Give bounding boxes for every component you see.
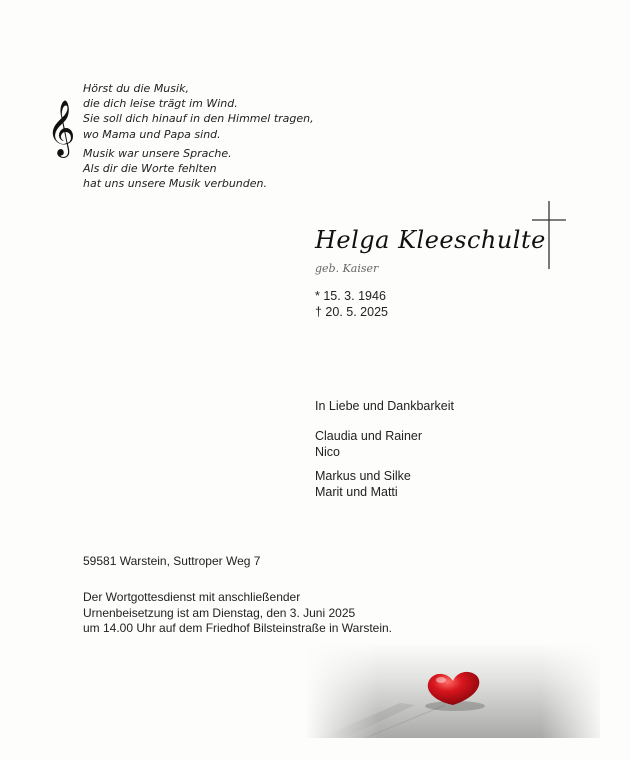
poem-line: Hörst du die Musik,	[83, 82, 189, 95]
address: 59581 Warstein, Suttroper Weg 7	[83, 554, 261, 568]
poem-line: Sie soll dich hinauf in den Himmel tragen,	[83, 112, 314, 126]
life-dates	[315, 288, 388, 320]
poem-line: die dich leise trägt im Wind.	[83, 97, 238, 111]
family-intro: In Liebe und Dankbarkeit	[315, 399, 454, 413]
poem-stanza-2	[83, 146, 343, 192]
heart-photo	[305, 643, 600, 738]
service-line: Der Wortgottesdienst mit anschließender	[83, 590, 301, 604]
family-group-1	[315, 428, 454, 460]
poem-line: hat uns unsere Musik verbunden.	[83, 177, 267, 191]
treble-clef-icon: 𝄞	[47, 100, 76, 156]
family-member: Claudia und Rainer	[315, 429, 423, 443]
deceased-name: Helga Kleeschulte	[315, 226, 546, 254]
birth-date: * 15. 3. 1946	[315, 289, 386, 303]
service-line: Urnenbeisetzung ist am Dienstag, den 3. Juni 2025	[83, 605, 356, 620]
cross-icon	[532, 201, 566, 269]
family-member: Marit und Matti	[315, 485, 398, 499]
maiden-name: geb. Kaiser	[315, 262, 379, 275]
poem-stanza-1	[83, 81, 343, 142]
death-date: † 20. 5. 2025	[315, 305, 388, 319]
poem-line: Als dir die Worte fehlten	[83, 162, 217, 176]
family-member: Nico	[315, 445, 341, 459]
service-info	[83, 590, 392, 637]
family-block	[315, 398, 454, 508]
family-group-2	[315, 468, 454, 500]
poem-line: wo Mama und Papa sind.	[83, 127, 221, 141]
poem-line: Musik war unsere Sprache.	[83, 146, 232, 160]
poem	[83, 81, 343, 195]
family-intro-group	[315, 398, 454, 414]
service-line: um 14.00 Uhr auf dem Friedhof Bilsteinstraße in Warstein.	[83, 621, 393, 635]
family-member: Markus und Silke	[315, 469, 411, 483]
